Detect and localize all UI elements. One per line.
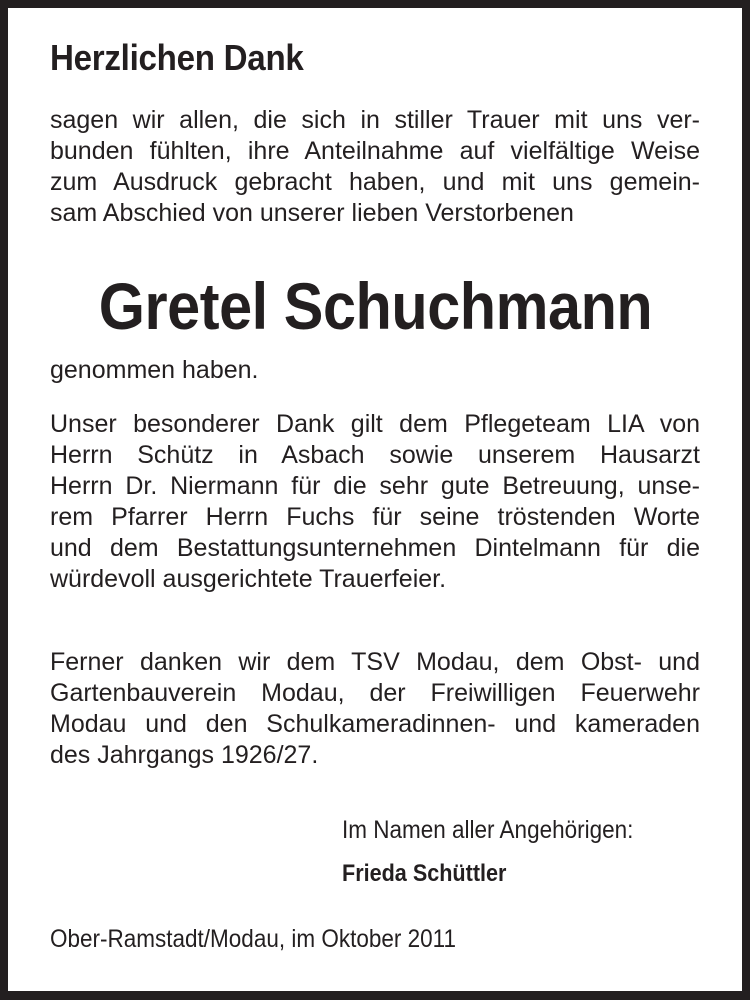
thanks-line: und dem Bestattungsunternehmen Dintelmann für die [50, 534, 700, 562]
thanks-line: Herrn Dr. Niermann für die sehr gute Betreuung, unse- [50, 472, 700, 500]
deceased-name-text: Gretel Schuchmann [98, 269, 652, 343]
further-thanks-line: Gartenbauverein Modau, der Freiwilligen Feuerwehr [50, 679, 700, 707]
signature-name: Frieda Schüttler [342, 860, 507, 887]
intro-line: sagen wir allen, die sich in stiller Trauer mit uns ver- [50, 106, 700, 134]
after-name-line: genommen haben. [50, 356, 259, 384]
thanks-line: würdevoll ausgerichtete Trauerfeier. [50, 565, 447, 593]
place-date-text: Ober-Ramstadt/Modau, im Oktober 2011 [50, 925, 457, 953]
intro-paragraph [50, 105, 700, 229]
intro-line: sam Abschied von unserer lieben Verstorbenen [50, 199, 574, 227]
thanks-line: Unser besonderer Dank gilt dem Pflegeteam LIA von [50, 410, 700, 438]
thanks-line: rem Pfarrer Herrn Fuchs für seine tröstenden Worte [50, 503, 700, 531]
notice-title: Herzlichen Dank [50, 37, 304, 78]
intro-line: bunden fühlten, ihre Anteilnahme auf vielfältige Weise [50, 137, 700, 165]
place-date [50, 924, 501, 955]
thanks-paragraph [50, 409, 700, 595]
deceased-name [0, 266, 750, 346]
thanks-line: Herrn Schütz in Asbach sowie unserem Hausarzt [50, 441, 700, 469]
intro-line: zum Ausdruck gebracht haben, und mit uns gemein- [50, 168, 700, 196]
further-thanks-line: Ferner danken wir dem TSV Modau, dem Obst- und [50, 648, 700, 676]
signature-on-behalf [342, 815, 666, 846]
after-name-paragraph [50, 355, 700, 386]
further-thanks-paragraph [50, 647, 700, 771]
signature-on-behalf-text: Im Namen aller Angehörigen: [342, 816, 634, 844]
further-thanks-line: des Jahrgangs 1926/27. [50, 741, 319, 769]
further-thanks-line: Modau und den Schulkameradinnen- und kameraden [50, 710, 700, 738]
